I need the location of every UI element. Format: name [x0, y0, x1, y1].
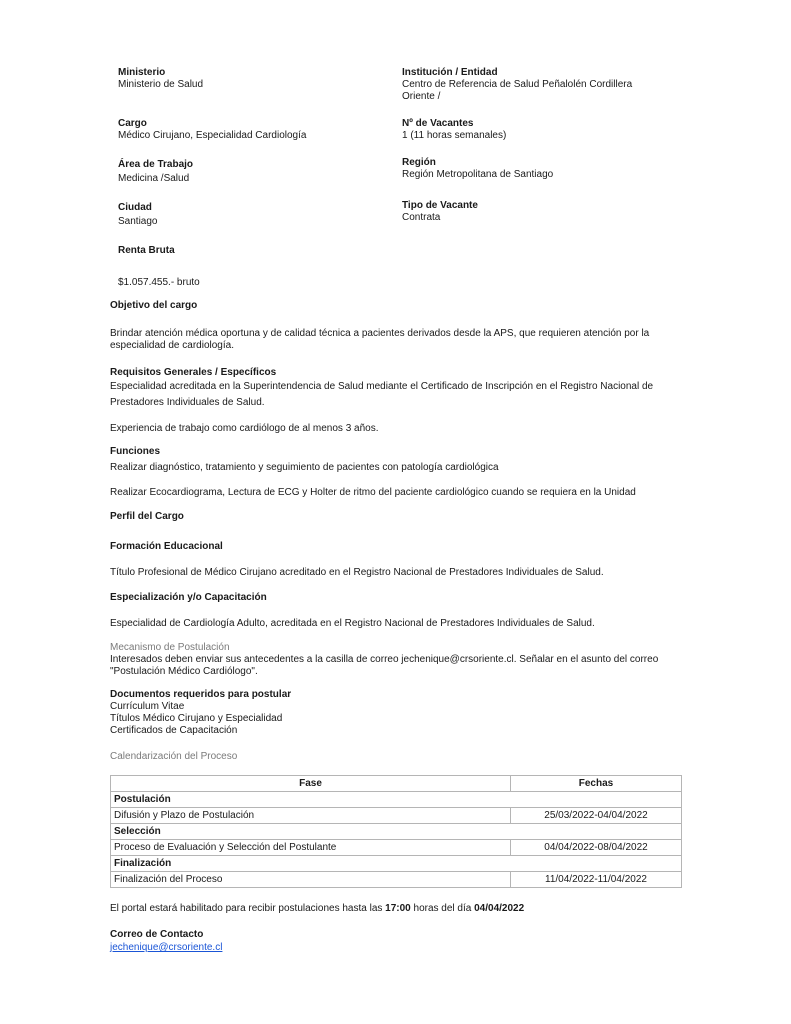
table-row: [111, 840, 682, 856]
portal-note: [110, 903, 690, 915]
table-group-row: [111, 824, 682, 840]
mecanismo-text-line2: "Postulación Médico Cardiólogo".: [110, 666, 258, 677]
objetivo-title: Objetivo del cargo: [110, 300, 198, 311]
region-label: Región: [402, 157, 436, 168]
especializacion-title: Especialización y/o Capacitación: [110, 592, 267, 603]
table-group-row: [111, 856, 682, 872]
ministerio-label: Ministerio: [118, 67, 166, 78]
portal-hora: 17:00: [385, 903, 411, 914]
objetivo-text-line2: especialidad de cardiología.: [110, 340, 234, 351]
especializacion-text: Especialidad de Cardiología Adulto, acreditada en el Registro Nacional de Prestadores Individuales de Salud.: [110, 618, 595, 629]
requisitos-title: Requisitos Generales / Específicos: [110, 367, 277, 378]
fecha-cell: 11/04/2022-11/04/2022: [511, 872, 682, 888]
documentos-title: Documentos requeridos para postular: [110, 689, 292, 700]
funciones-text-line1: Realizar diagnóstico, tratamiento y seguimiento de pacientes con patología cardiológica: [110, 462, 499, 473]
requisitos-text-line1: Especialidad acreditada en la Superintendencia de Salud mediante el Certificado de Inscripción en el Registro Nacional de: [110, 381, 654, 392]
table-header-row: [111, 776, 682, 792]
ciudad-label: Ciudad: [118, 202, 152, 213]
group-name: Selección: [111, 824, 682, 840]
documento-item: Títulos Médico Cirujano y Especialidad: [110, 713, 283, 724]
region-value: Región Metropolitana de Santiago: [402, 169, 554, 180]
group-name: Finalización: [111, 856, 682, 872]
column-header-fase: Fase: [111, 776, 511, 792]
table-row: [111, 872, 682, 888]
objetivo-text-line1: Brindar atención médica oportuna y de calidad técnica a pacientes derivados desde la APS, que requieren atención por la: [110, 328, 650, 339]
calendario-table: [110, 775, 682, 888]
fase-cell: Finalización del Proceso: [111, 872, 511, 888]
column-header-fechas: Fechas: [511, 776, 682, 792]
fecha-cell: 04/04/2022-08/04/2022: [511, 840, 682, 856]
area-value: Medicina /Salud: [118, 173, 190, 184]
renta-label: Renta Bruta: [118, 245, 175, 256]
vacantes-value: 1 (11 horas semanales): [402, 130, 507, 141]
funciones-text-line2: Realizar Ecocardiograma, Lectura de ECG y Holter de ritmo del paciente cardiológico cuando se requiera en la Unidad: [110, 487, 636, 498]
portal-text-pre: El portal estará habilitado para recibir postulaciones hasta las: [110, 903, 386, 914]
fase-cell: Difusión y Plazo de Postulación: [111, 808, 511, 824]
formacion-text: Título Profesional de Médico Cirujano acreditado en el Registro Nacional de Prestadores Individuales de Salud.: [110, 567, 604, 578]
table-group-row: [111, 792, 682, 808]
mecanismo-text-line1: Interesados deben enviar sus antecedentes a la casilla de correo jechenique@crsoriente.cl. Señalar en el asunto del correo: [110, 654, 659, 665]
institucion-label: Institución / Entidad: [402, 67, 498, 78]
cargo-value: Médico Cirujano, Especialidad Cardiología: [118, 130, 307, 141]
vacantes-label: Nº de Vacantes: [402, 118, 474, 129]
cargo-label: Cargo: [118, 118, 147, 129]
portal-fecha: 04/04/2022: [474, 903, 525, 914]
ministerio-value: Ministerio de Salud: [118, 79, 204, 90]
group-name: Postulación: [111, 792, 682, 808]
formacion-title: Formación Educacional: [110, 541, 223, 552]
contacto-email-link[interactable]: jechenique@crsoriente.cl: [110, 942, 223, 953]
requisitos-experiencia: Experiencia de trabajo como cardiólogo de al menos 3 años.: [110, 423, 379, 434]
documento-item: Certificados de Capacitación: [110, 725, 238, 736]
renta-value: $1.057.455.- bruto: [118, 277, 200, 288]
fase-cell: Proceso de Evaluación y Selección del Postulante: [111, 840, 511, 856]
contacto-title: Correo de Contacto: [110, 929, 204, 940]
institucion-value-line2: Oriente /: [402, 91, 441, 102]
mecanismo-title: Mecanismo de Postulación: [110, 642, 230, 653]
portal-text-mid: horas del día: [410, 903, 475, 914]
institucion-value-line1: Centro de Referencia de Salud Peñalolén Cordillera: [402, 79, 633, 90]
tipo-vacante-value: Contrata: [402, 212, 441, 223]
area-label: Área de Trabajo: [118, 159, 194, 170]
calendario-title: Calendarización del Proceso: [110, 751, 238, 762]
contacto-email-wrap: [110, 942, 690, 954]
documento-item: Currículum Vitae: [110, 701, 185, 712]
table-row: [111, 808, 682, 824]
perfil-title: Perfil del Cargo: [110, 511, 184, 522]
ciudad-value: Santiago: [118, 216, 158, 227]
tipo-vacante-label: Tipo de Vacante: [402, 200, 478, 211]
fecha-cell: 25/03/2022-04/04/2022: [511, 808, 682, 824]
requisitos-text-line2: Prestadores Individuales de Salud.: [110, 397, 265, 408]
funciones-title: Funciones: [110, 446, 161, 457]
